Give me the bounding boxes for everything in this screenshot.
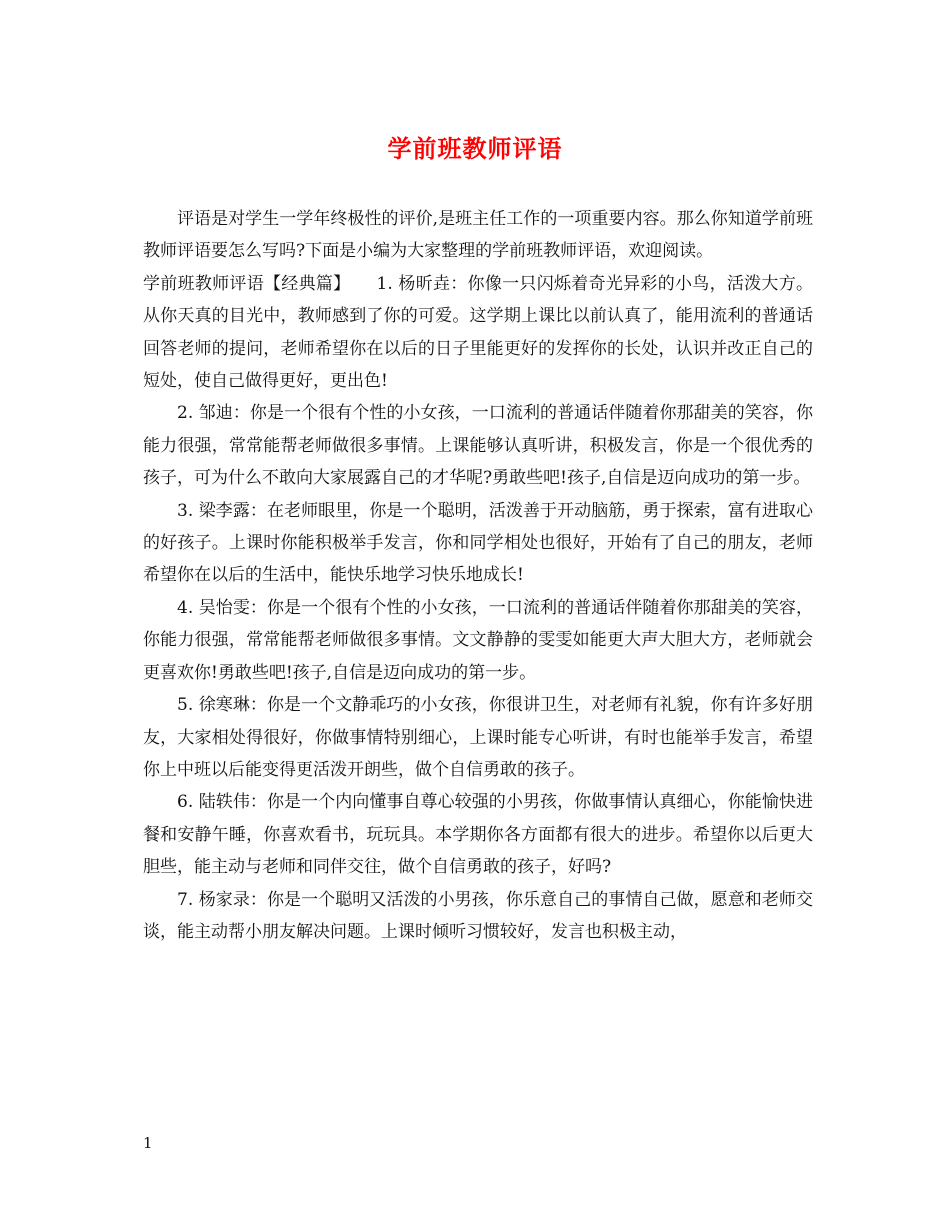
comment-paragraph-7: 7. 杨家录：你是一个聪明又活泼的小男孩，你乐意自己的事情自己做，愿意和老师交谈，能主动帮小朋友解决问题。上课时倾听习惯较好，发言也积极主动，: [143, 889, 813, 942]
comment-paragraph-3: 3. 梁李露：在老师眼里，你是一个聪明，活泼善于开动脑筋，勇于探索，富有进取心的好孩子。上课时你能积极举手发言，你和同学相处也很好，开始有了自己的朋友，老师希望你在以后的生活中，能快乐地学习快乐地成长!: [143, 500, 813, 586]
intro-paragraph: 评语是对学生一学年终极性的评价,是班主任工作的一项重要内容。那么你知道学前班教师评语要怎么写吗?下面是小编为大家整理的学前班教师评语，欢迎阅读。: [143, 209, 813, 262]
comment-paragraph-6: 6. 陆轶伟：你是一个内向懂事自尊心较强的小男孩，你做事情认真细心，你能愉快进餐和安静午睡，你喜欢看书，玩玩具。本学期你各方面都有很大的进步。希望你以后更大胆些，能主动与老师和同伴交往，做个自信勇敢的孩子，好吗?: [143, 792, 813, 878]
comment-paragraph-2: 2. 邹迪：你是一个很有个性的小女孩，一口流利的普通话伴随着你那甜美的笑容，你能力很强，常常能帮老师做很多事情。上课能够认真听讲，积极发言，你是一个很优秀的孩子，可为什么不敢向大家展露自己的才华呢?勇敢些吧!孩子,自信是迈向成功的第一步。: [143, 403, 813, 489]
page-number: 1: [143, 1134, 153, 1152]
document-title: 学前班教师评语: [387, 134, 563, 163]
comment-paragraph-1: 学前班教师评语【经典篇】 1. 杨昕垚：你像一只闪烁着奇光异彩的小鸟，活泼大方。从你天真的目光中，教师感到了你的可爱。这学期上课比以前认真了，能用流利的普通话回答老师的提问，老师希望你在以后的日子里能更好的发挥你的长处，认识并改正自己的短处，使自己做得更好，更出色!: [143, 273, 813, 392]
comment-paragraph-5: 5. 徐寒琳：你是一个文静乖巧的小女孩，你很讲卫生，对老师有礼貌，你有许多好朋友，大家相处得很好，你做事情特别细心，上课时能专心听讲，有时也能举手发言，希望你上中班以后能变得更活泼开朗些，做个自信勇敢的孩子。: [143, 695, 813, 780]
document-body: [143, 203, 813, 948]
comment-paragraph-4: 4. 吴怡雯：你是一个很有个性的小女孩，一口流利的普通话伴随着你那甜美的笑容，你能力很强，常常能帮老师做很多事情。文文静静的雯雯如能更大声大胆大方，老师就会更喜欢你!勇敢些吧!孩子,自信是迈向成功的第一步。: [143, 597, 813, 683]
